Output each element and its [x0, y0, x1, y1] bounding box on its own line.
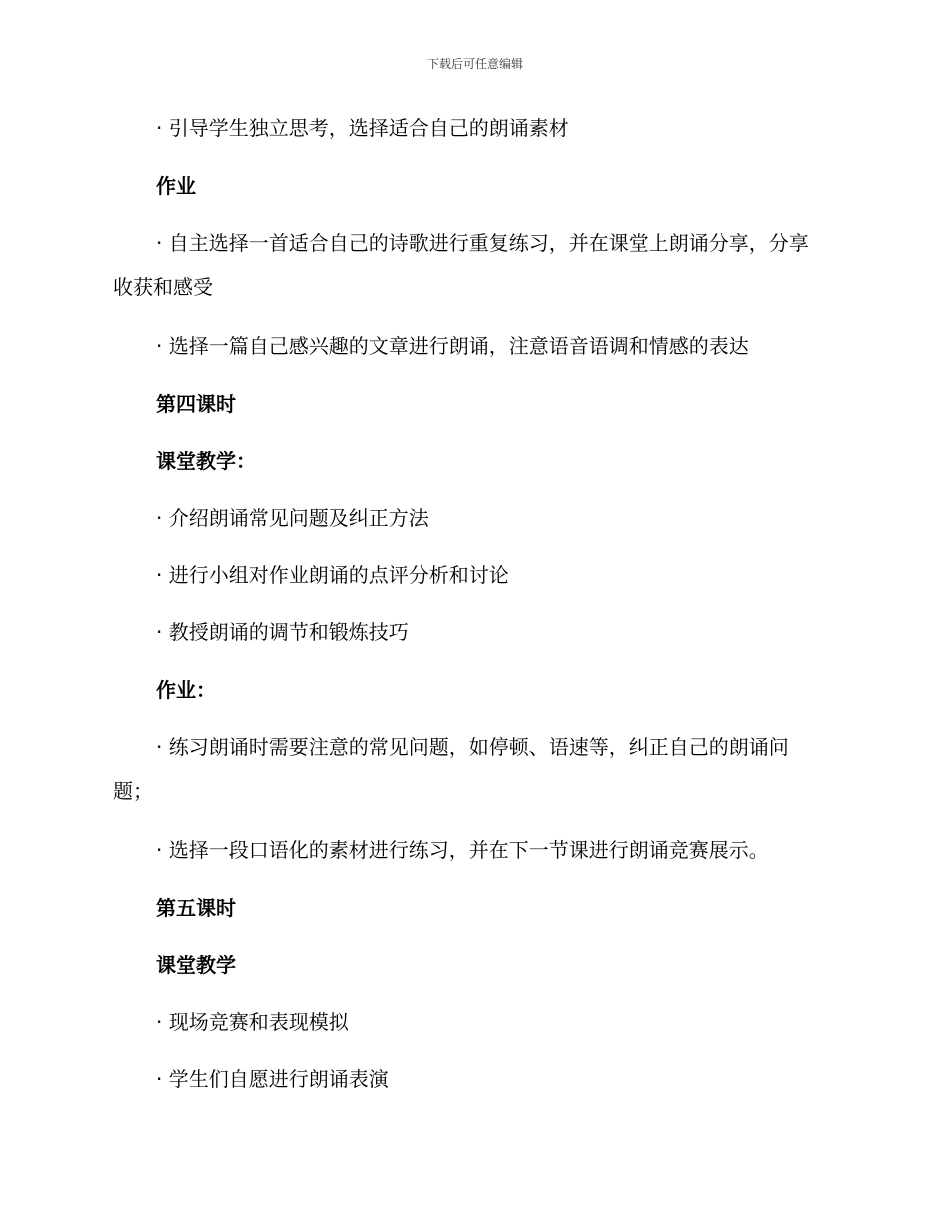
section-heading: 作业 [156, 174, 196, 198]
section-heading: 作业： [156, 678, 216, 702]
bullet-paragraph: · 选择一篇自己感兴趣的文章进行朗诵，注意语音语调和情感的表达 [156, 334, 749, 358]
section-heading: 第五课时 [156, 896, 236, 920]
bullet-paragraph: · 引导学生独立思考，选择适合自己的朗诵素材 [156, 116, 569, 140]
bullet-paragraph: · 进行小组对作业朗诵的点评分析和讨论 [156, 563, 509, 587]
bullet-paragraph: · 现场竞赛和表现模拟 [156, 1010, 349, 1034]
page-header: 下载后可任意编辑 [426, 57, 523, 71]
section-heading: 第四课时 [156, 392, 236, 416]
bullet-paragraph: · 练习朗诵时需要注意的常见问题，如停顿、语速等，纠正自己的朗诵问题； [113, 735, 789, 803]
bullet-paragraph: · 教授朗诵的调节和锻炼技巧 [156, 620, 409, 644]
bullet-paragraph: · 选择一段口语化的素材进行练习，并在下一节课进行朗诵竞赛展示。 [156, 838, 769, 862]
bullet-paragraph: · 介绍朗诵常见问题及纠正方法 [156, 506, 429, 530]
bullet-paragraph: · 学生们自愿进行朗诵表演 [156, 1067, 389, 1091]
section-heading: 课堂教学： [156, 449, 256, 473]
bullet-paragraph: · 自主选择一首适合自己的诗歌进行重复练习，并在课堂上朗诵分享，分享收获和感受 [113, 231, 809, 299]
section-heading: 课堂教学 [156, 953, 236, 977]
